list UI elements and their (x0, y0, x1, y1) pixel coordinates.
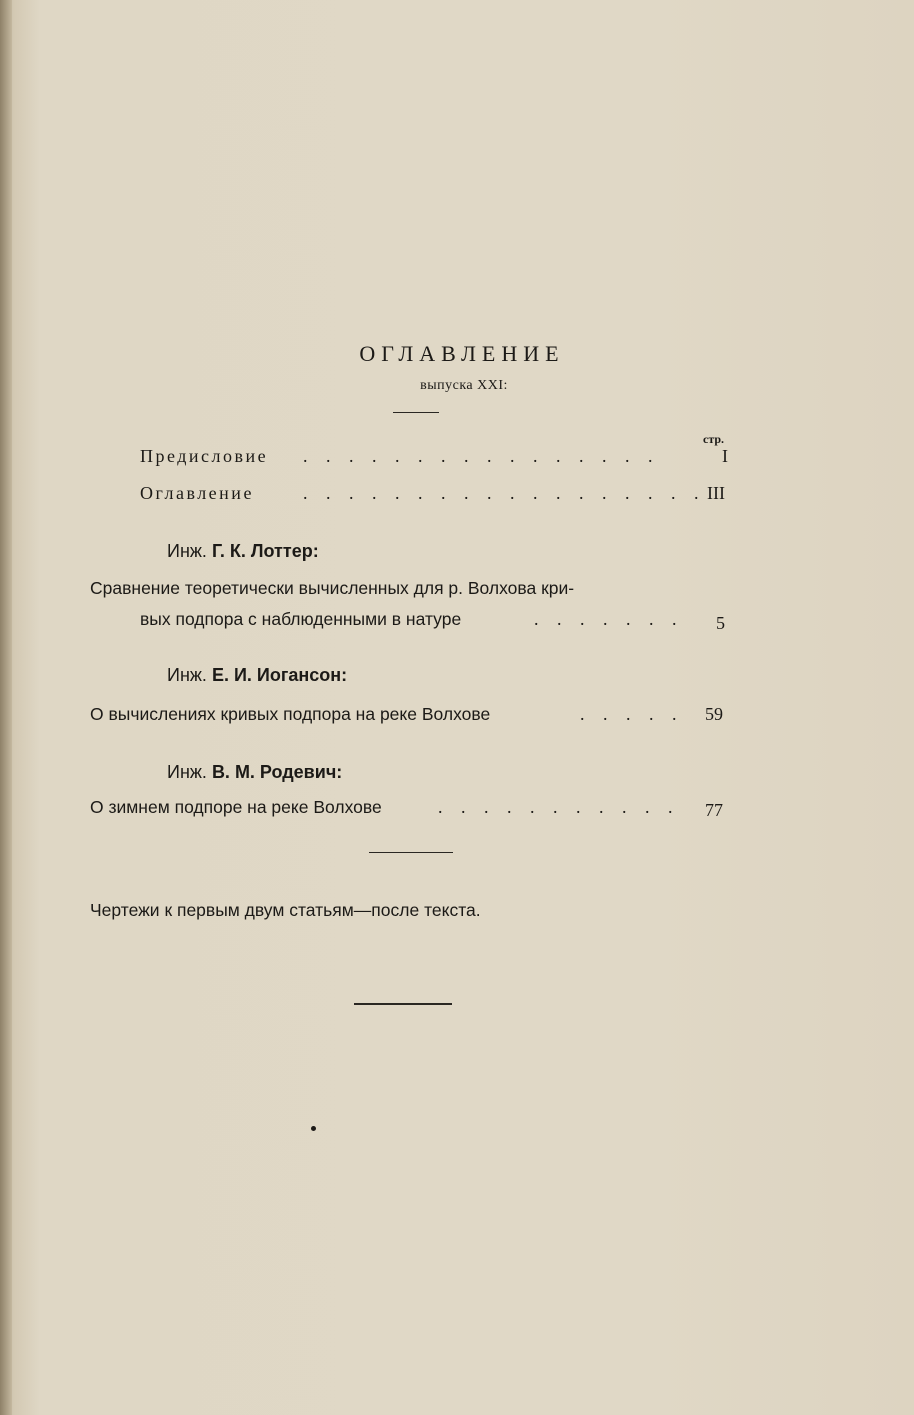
footer-note: Чертежи к первым двум статьям—после текста. (90, 900, 481, 920)
toc-entry-lotter[interactable] (0, 609, 914, 639)
section-author-rodevich (167, 762, 342, 783)
author-prefix: Инж. (167, 665, 207, 685)
section-title-line: вых подпора с наблюденными в натуре (140, 609, 462, 629)
toc-entry-page: 5 (716, 613, 725, 633)
section-title-line: О вычислениях кривых подпора на реке Волхове (90, 704, 491, 724)
section-title-line[interactable]: Сравнение теоретически вычисленных для р. Волхова кри- (90, 578, 575, 598)
toc-title: ОГЛАВЛЕНИЕ (359, 341, 565, 366)
section-title-line: О зимнем подпоре на реке Волхове (90, 797, 382, 817)
toc-entry-leader: . . . . . . . (534, 609, 684, 629)
author-name: Е. И. Иогансон: (211, 665, 348, 685)
toc-entry-label: Предисловие (140, 446, 269, 466)
end-divider (354, 1003, 452, 1005)
author-prefix: Инж. (167, 541, 207, 561)
toc-entry-contents[interactable] (0, 483, 914, 513)
toc-entry-leader: . . . . . . . . . . . . . . . . . . (303, 483, 706, 503)
section-divider (369, 852, 453, 853)
section-author-lotter (167, 541, 319, 562)
toc-entry-leader: . . . . . . . . . . . . . . . . (303, 446, 660, 466)
toc-subtitle: выпуска XXI: (420, 378, 508, 393)
author-prefix: Инж. (167, 762, 207, 782)
ink-dot (311, 1126, 316, 1131)
toc-entry-leader: . . . . . (580, 704, 684, 724)
title-divider (393, 412, 439, 413)
toc-entry-page: 77 (705, 800, 723, 820)
author-name: В. М. Родевич: (211, 762, 343, 782)
author-name: Г. К. Лоттер: (211, 541, 319, 561)
toc-entry-leader: . . . . . . . . . . . (438, 797, 680, 817)
toc-entry-page: III (707, 483, 725, 503)
page-column-label: стр. (703, 432, 725, 446)
toc-entry-ioganson[interactable] (0, 704, 914, 734)
toc-entry-label: Оглавление (140, 483, 254, 503)
toc-entry-page: I (722, 446, 728, 466)
section-author-ioganson (167, 665, 347, 686)
toc-entry-page: 59 (705, 704, 723, 724)
toc-entry-rodevich[interactable] (0, 797, 914, 827)
toc-entry-preface[interactable] (0, 446, 914, 476)
